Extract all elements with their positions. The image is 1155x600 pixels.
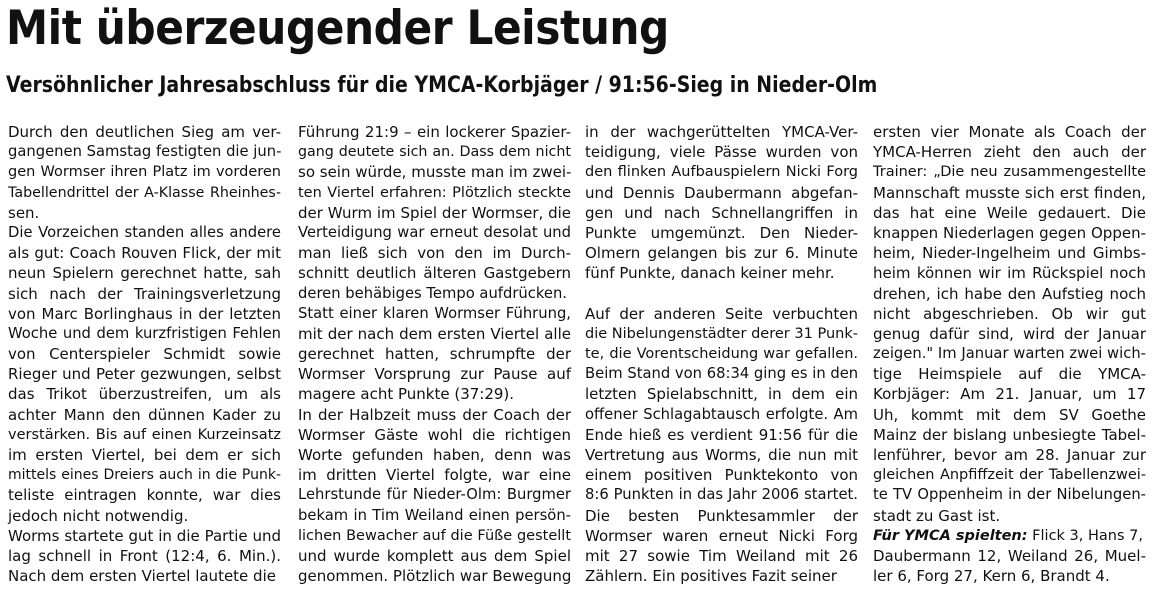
article-column-3 (585, 122, 858, 586)
paragraph-gap (585, 284, 858, 304)
text-line: letzten Spielabschnitt, in dem ein (585, 385, 858, 404)
text-line: Lehrstunde für Nieder-Olm: Burgmer (298, 486, 571, 504)
text-line: Verteidigung war erneut desolat und (298, 223, 571, 241)
text-line: zeigen." Im Januar warten zwei wich- (873, 345, 1146, 363)
text-line: offener Schlagabtausch erfolgte. Am (585, 405, 858, 423)
text-line: Wormser waren erneut Nicki Forg (585, 526, 858, 545)
text-line: Tabellendrittel der A-Klasse Rheinhes- (8, 184, 281, 201)
roster-text: Flick 3, Hans 7, (1027, 527, 1143, 544)
text-line: Ende hieß es verdient 91:56 für die (585, 425, 858, 444)
text-line: und wurde komplett aus dem Spiel (298, 546, 571, 565)
text-line: Statt einer klaren Wormser Führung, (298, 304, 571, 322)
text-line: Mainz der bislang unbesiegte Tabel- (873, 425, 1146, 444)
text-line: von Marc Borlinghaus in der letzten (8, 304, 281, 323)
text-line: der Wurm im Spiel der Wormser, die (298, 203, 571, 222)
text-line: gangenen Samstag festigten die jun- (8, 143, 282, 161)
text-line: Auf der anderen Seite verbuchten (585, 304, 858, 323)
roster-line: Daubermann 12, Weiland 26, Muel- (873, 546, 1146, 565)
text-line: Punkte umgemünzt. Den Nieder- (585, 223, 858, 242)
text-line: Worms startete gut in die Partie und (8, 526, 281, 545)
text-line: und Dennis Daubermann abgefan- (585, 183, 858, 202)
text-line: man ließ sich von den im Durch- (298, 244, 571, 263)
text-line: in der wachgerüttelten YMCA-Ver- (585, 123, 858, 141)
text-line: gang deutete sich an. Dass dem nicht (298, 144, 571, 161)
text-line: Beim Stand von 68:34 ging es in den (585, 365, 859, 383)
text-line: den flinken Aufbauspielern Nicki Forg (585, 164, 858, 181)
text-line: das Trikot überzustreifen, um als (8, 385, 281, 404)
text-line: tige Heimspiele auf die YMCA- (873, 365, 1146, 384)
text-line: magere acht Punkte (37:29). (298, 385, 515, 404)
article-column-4 (873, 122, 1146, 586)
text-line: ersten vier Monate als Coach der (873, 123, 1146, 141)
text-line: heim, Nieder-Ingelheim und Gimbs- (873, 244, 1146, 263)
text-line: als gut: Coach Rouven Flick, der mit (8, 244, 281, 263)
article-subheadline: Versöhnlicher Jahresabschluss für die YMCA-Korbjäger / 91:56-Sieg in Nieder-Olm (6, 73, 878, 98)
text-line: Worte gefunden haben, denn was (298, 446, 571, 464)
text-line: Zählern. Ein positives Fazit seiner (585, 567, 837, 586)
text-line: von Centerspieler Schmidt sowie (8, 345, 281, 364)
text-line: gerechnet hatten, schrumpfte der (298, 345, 571, 364)
roster-line (873, 526, 1146, 546)
text-line: schnitt deutlich älteren Gastgebern (298, 264, 571, 283)
text-line: so sein würde, musste man im zwei- (298, 163, 572, 182)
text-line: fünf Punkte, danach keiner mehr. (585, 264, 835, 283)
text-line: ten Viertel erfahren: Plötzlich steckte (298, 184, 571, 201)
text-line: mit 27 sowie Tim Weiland mit 26 (585, 546, 858, 565)
text-line: knappen Niederlagen gegen Oppen- (873, 223, 1146, 242)
text-line: gleichen Anpfiffzeit der Tabellenzwei- (873, 467, 1146, 484)
text-line: Rieger und Peter gezwungen, selbst (8, 365, 281, 384)
text-line: verstärken. Bis auf einen Kurzeinsatz (8, 426, 281, 443)
text-line: Olmern gelangen bis zur 6. Minute (585, 244, 858, 263)
text-line: mittels eines Dreiers auch in die Punk- (8, 467, 281, 484)
text-line: stadt zu Gast ist. (873, 506, 1001, 525)
text-line: mit der nach dem ersten Viertel alle (298, 324, 571, 343)
roster-line: ler 6, Forg 27, Kern 6, Brandt 4. (873, 567, 1110, 586)
text-line: Durch den deutlichen Sieg am ver- (8, 123, 281, 141)
text-line: teidigung, viele Pässe wurden von (585, 143, 858, 162)
article-column-2 (298, 122, 571, 586)
text-line: Die besten Punktesammler der (585, 506, 858, 525)
text-line: im ersten Viertel, bei dem er sich (8, 446, 281, 464)
text-line: genug dafür sind, wird der Januar (873, 324, 1146, 343)
text-line: 8:6 Punkten in das Jahr 2006 startet. (585, 486, 858, 504)
article-column-1 (8, 122, 281, 586)
text-line: jedoch nicht notwendig. (8, 506, 189, 525)
text-line: Führung 21:9 – ein lockerer Spazier- (298, 123, 571, 141)
text-line: heim können wir im Rückspiel noch (873, 264, 1146, 283)
text-line: achter Mann den dünnen Kader zu (8, 405, 281, 424)
text-line: teliste eintragen konnte, war dies (8, 486, 281, 505)
text-line: YMCA-Herren zieht den auch der (873, 143, 1146, 162)
text-line: lenführer, bevor am 28. Januar zur (873, 446, 1146, 464)
text-line: genommen. Plötzlich war Bewegung (298, 567, 572, 586)
text-line: drehen, ich habe den Aufstieg noch (873, 284, 1146, 303)
text-line: Uh, kommt mit dem SV Goethe (873, 405, 1146, 424)
text-line: Nach dem ersten Viertel lautete die (8, 567, 276, 586)
text-line: Trainer: „Die neu zusammengestellte (873, 164, 1146, 181)
text-line: einem positiven Punktekonto von (585, 466, 858, 485)
text-line: Mannschaft musste sich erst finden, (873, 183, 1146, 202)
text-line: neun Spielern gerechnet hatte, sah (8, 264, 281, 283)
article-headline: Mit überzeugender Leistung (6, 1, 669, 56)
text-line: Wormser Vorsprung zur Pause auf (298, 365, 571, 384)
text-line: bekam in Tim Weiland einen persön- (298, 506, 571, 524)
text-line: In der Halbzeit muss der Coach der (298, 405, 571, 424)
text-line: das hat eine Weile gedauert. Die (873, 203, 1146, 222)
text-line: Korbjäger: Am 21. Januar, um 17 (873, 385, 1146, 404)
text-line: nicht abgeschrieben. Ob wir gut (873, 304, 1146, 323)
text-line: te, die Vorentscheidung war gefallen. (585, 346, 858, 363)
text-line: deren behäbiges Tempo aufdrücken. (298, 284, 568, 302)
text-line: gen und nach Schnellangriffen in (585, 203, 858, 222)
text-line: Woche und dem kurzfristigen Fehlen (8, 324, 281, 342)
text-line: gen Wormser ihren Platz im vorderen (8, 164, 281, 181)
text-line: die Nibelungenstädter derer 31 Punk- (585, 325, 858, 342)
roster-label: Für YMCA spielten: (873, 527, 1028, 544)
text-line: sich nach der Trainingsverletzung (8, 284, 281, 303)
text-line: Die Vorzeichen standen alles andere (8, 223, 281, 241)
text-line: lichen Bewacher auf die Füße gestellt (298, 527, 571, 544)
text-line: Vertretung aus Worms, die nun mit (585, 446, 858, 464)
text-line: te TV Oppenheim in der Nibelungen- (873, 486, 1146, 504)
text-line: im dritten Viertel folgte, war eine (298, 466, 571, 485)
text-line: lag schnell in Front (12:4, 6. Min.). (8, 546, 281, 565)
text-line: Wormser Gäste wohl die richtigen (298, 425, 571, 444)
text-line: sen. (8, 203, 40, 222)
